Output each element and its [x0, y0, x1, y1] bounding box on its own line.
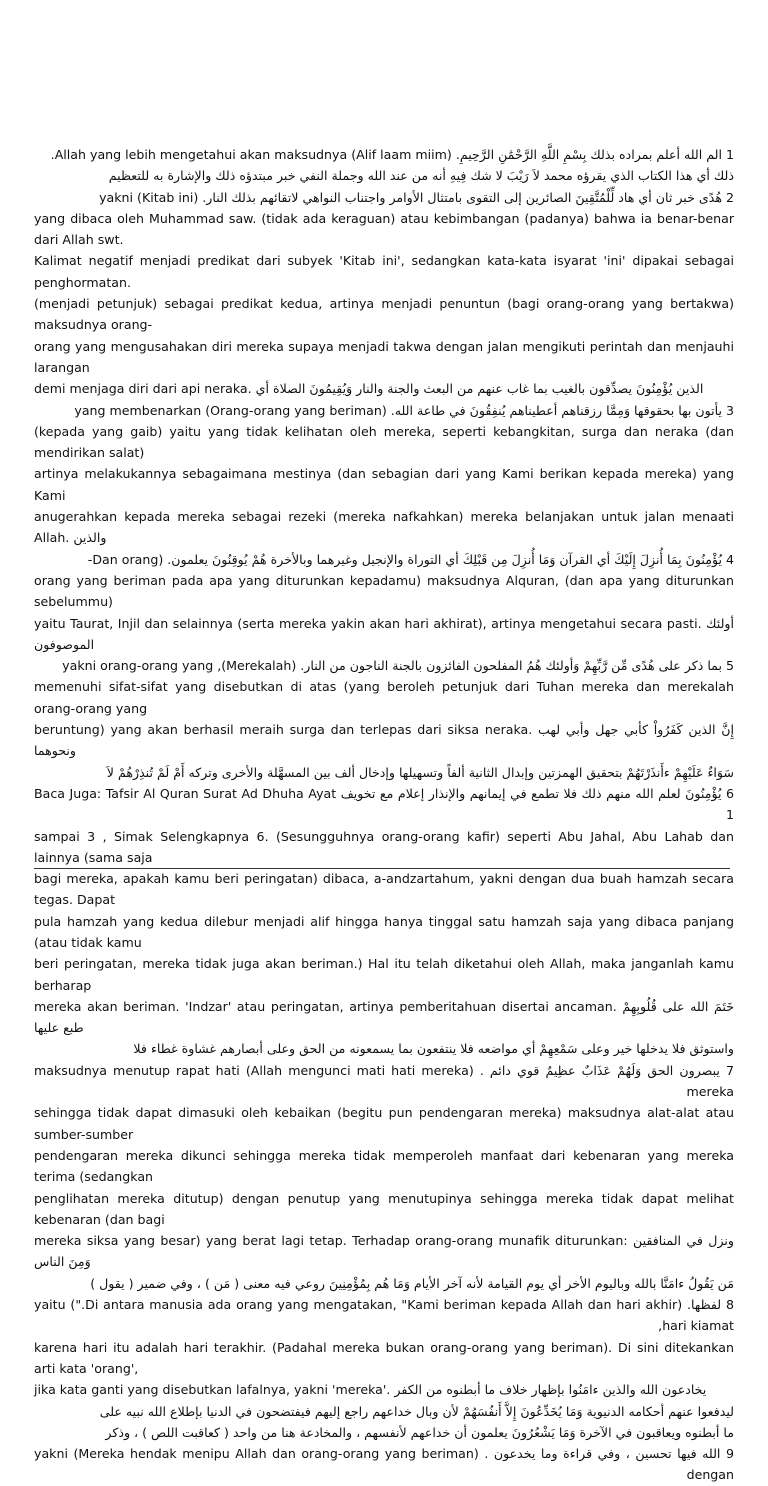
text-line: pendengaran mereka dikunci sehingga mereka tidak memperoleh manfaat dari kebenaran yang mereka terima (sedangkan — [34, 1147, 734, 1185]
text-line: 9 الله فيها تحسين ، وفي قراءة وما يخدعون . (Mereka hendak menipu Allah dan orang-orang yang beriman) yakni dengan — [34, 1446, 734, 1483]
text-line: orang yang mengusahakan diri mereka supaya menjadi takwa dengan jalan mengikuti perintah dan menjauhi larangan — [34, 338, 734, 375]
text-line: 3 يأتون بها بحقوقها وَمِمَّا رزقناهم أعطيناهم يُنفِقُونَ في طاعة الله. (Orang-orang yang beriman) yang membenarkan — [74, 402, 734, 418]
document-page — [34, 144, 734, 1486]
text-line: (kepada yang gaib) yaitu yang tidak kelihatan oleh mereka, seperti kebangkitan, surga dan neraka (dan mendirikan salat) — [34, 423, 734, 461]
text-line: ذلك أي هذا الكتاب الذي يقرؤه محمد لاَ رَيْبَ لا شك فِيهِ أنه من عند الله وجملة النفي خبر مبتدؤه ذلك والإشارة به للتعظيم — [108, 168, 734, 184]
text-line: anugerahkan kepada mereka sebagai rezeki (mereka nafkahkan) mereka belanjakan untuk jalan menaati Allah. والذين — [34, 509, 734, 546]
text-line: ليدفعوا عنهم أحكامه الدنيوية وَمَا يُخَدِّعُونَ إِلاَّ أَنفُسَهُمْ لأن وبال خداعهم راجع إليهم فيفتضحون في الدنيا بإطلاع الله نبيه على — [99, 1403, 734, 1419]
text-line: مَن يَقُولُ ءامَنَّا بالله وباليوم الأخر أي يوم القيامة لأنه آخر الأيام وَمَا هُم بِمُؤْمِنِينَ روعي فيه معنى ( مَن ) ، وفي ضمير ( يقول ) — [90, 1275, 734, 1291]
page-divider — [34, 868, 730, 869]
text-line: beri peringatan, mereka tidak juga akan beriman.) Hal itu telah diketahui oleh Allah, maka janganlah kamu berharap — [34, 956, 734, 993]
text-line: 1 الم الله أعلم بمراده بذلك بِسْمِ اللَّهِ الرَّحْمَٰنِ الرَّحِيمِ. (Alif laam miim) Allah yang lebih mengetahui akan maksudnya. — [50, 147, 734, 162]
text-line: orang yang beriman pada apa yang diturunkan kepadamu) maksudnya Alquran, (dan apa yang diturunkan sebelummu) — [34, 572, 734, 610]
text-line: 6 يُؤْمِنُونَ لعلم الله منهم ذلك فلا تطمع في إيمانهم والإنذار إعلام مع تخويف Baca Juga: Tafsir Al Quran Surat Ad Dhuha Ayat 1 — [34, 785, 735, 823]
text-line: yaitu Taurat, Injil dan selainnya (serta mereka yakin akan hari akhirat), artinya mengetahui secara pasti. أولئك الموصوفون — [34, 615, 734, 652]
text-line: jika kata ganti yang disebutkan lafalnya, yakni 'mereka'. يخادعون الله والذين ءامَنُوا بإظهار خلاف ما أبطنوه من الكفر — [34, 1382, 707, 1398]
text-line: mereka siksa yang besar) yang berat lagi tetap. Terhadap orang-orang munafik diturunkan: ونزل في المنافقين وَمِنَ الناس — [34, 1233, 734, 1270]
text-line: ما أبطنوه ويعاقبون في الآخرة وَمَا يَشْعُرُونَ يعلمون أن خداعهم لأنفسهم ، والمخادعة هنا من واحد ( كعاقبت اللص ) ، وذكر — [105, 1424, 734, 1440]
text-line: karena hari itu adalah hari terakhir. (Padahal mereka bukan orang-orang yang beriman). Di sini ditekankan arti kata 'orang', — [34, 1339, 734, 1376]
text-line: 8 لفظها. (Di antara manusia ada orang yang mengatakan, "Kami beriman kepada Allah dan hari akhir.") yaitu hari kiamat, — [34, 1297, 734, 1334]
text-line: 7 يبصرون الحق وَلَهُمْ عَذَابٌ عظِيمٌ قوي دائم . (Allah mengunci mati hati mereka) maksudnya menutup rapat hati mereka — [34, 1062, 734, 1100]
text-line: (menjadi petunjuk) sebagai predikat kedua, artinya menjadi penuntun (bagi orang-orang yang bertakwa) maksudnya orang- — [34, 296, 734, 333]
text-line: pula hamzah yang kedua dilebur menjadi alif hingga hanya tinggal satu hamzah saja yang dibaca panjang (atau tidak kamu — [34, 913, 734, 950]
text-line: Kalimat negatif menjadi predikat dari subyek 'Kitab ini', sedangkan kata-kata isyarat 'ini' dipakai sebagai penghormatan. — [34, 253, 734, 290]
text-line: 4 يُؤْمِنُونَ بِمَا أُنزِلَ إِلَيْكَ أي القرآن وَمَا أُنزِلَ مِن قَبْلِكَ أي التوراة والإنجيل وغيرهما وبالأخرة هُمْ يُوقِنُونَ يعلمون. (Dan orang- — [87, 551, 734, 567]
text-line: penglihatan mereka ditutup) dengan penutup yang menutupinya sehingga mereka tidak dapat melihat kebenaran (dan bagi — [34, 1190, 734, 1227]
text-line: 5 بما ذكر على هُدًى مِّن رَّبِّهِمْ وَأولئك هُمُ المفلحون الفائزون بالجنة الناجون من النار. (Merekalah), yakni orang-orang yang — [62, 658, 734, 674]
text-line: memenuhi sifat-sifat yang disebutkan di atas (yang beroleh petunjuk dari Tuhan mereka dan merekalah orang-orang yang — [34, 679, 734, 716]
text-line: sehingga tidak dapat dimasuki oleh kebaikan (begitu pun pendengaran mereka) maksudnya alat-alat atau sumber-sumber — [34, 1105, 734, 1142]
text-line: mereka akan beriman. 'Indzar' atau peringatan, artinya pemberitahuan disertai ancaman. خَتَمَ الله على قُلُوبِهِمْ طبع عليها — [34, 998, 734, 1036]
text-line: واستوثق فلا يدخلها خير وعلى سَمْعِهِمْ أي مواضعه فلا ينتفعون بما يسمعونه من الحق وعلى أبصارهم غشاوة غطاء فلا — [133, 1041, 734, 1057]
text-line: 2 هُدًى خبر ثان أي هاد لِّلْمُتَّقِينَ الصائرين إلى التقوى بامتثال الأوامر واجتناب النواهي لاتقائهم بذلك النار. (Kitab ini) yakni — [99, 189, 734, 205]
text-line: artinya melakukannya sebagaimana mestinya (dan sebagian dari yang Kami berikan kepada mereka) yang Kami — [34, 466, 734, 503]
text-line: beruntung) yang akan berhasil meraih surga dan terlepas dari siksa neraka. إِنَّ الذين كَفَرُواْ كأبي جهل وأبي لهب ونحوهما — [34, 722, 734, 759]
text-line: demi menjaga diri dari api neraka. الذين يُؤْمِنُونَ يصدِّقون بالغيب بما غاب عنهم من البعث والجنة والنار وَيُقِيمُونَ الصلاة أي — [34, 381, 704, 397]
text-line: سَوَاءٌ عَلَيْهِمْ ءأَنذَرْتَهُمْ بتحقيق الهمزتين وإبدال الثانية ألفاً وتسهيلها وإدخال ألف بين المسهَّلة والأخرى وتركه أَمْ لَمْ تُنذِرْهُمْ لاَ — [106, 764, 734, 780]
text-line: yang dibaca oleh Muhammad saw. (tidak ada keraguan) atau kebimbangan (padanya) bahwa ia benar-benar dari Allah swt. — [34, 210, 734, 248]
text-line: sampai 3 , Simak Selengkapnya 6. (Sesungguhnya orang-orang kafir) seperti Abu Jahal, Abu Lahab dan lainnya (sama saja — [34, 828, 734, 865]
text-line: bagi mereka, apakah kamu beri peringatan) dibaca, a-andzartahum, yakni dengan dua buah hamzah secara tegas. Dapat — [34, 871, 734, 908]
